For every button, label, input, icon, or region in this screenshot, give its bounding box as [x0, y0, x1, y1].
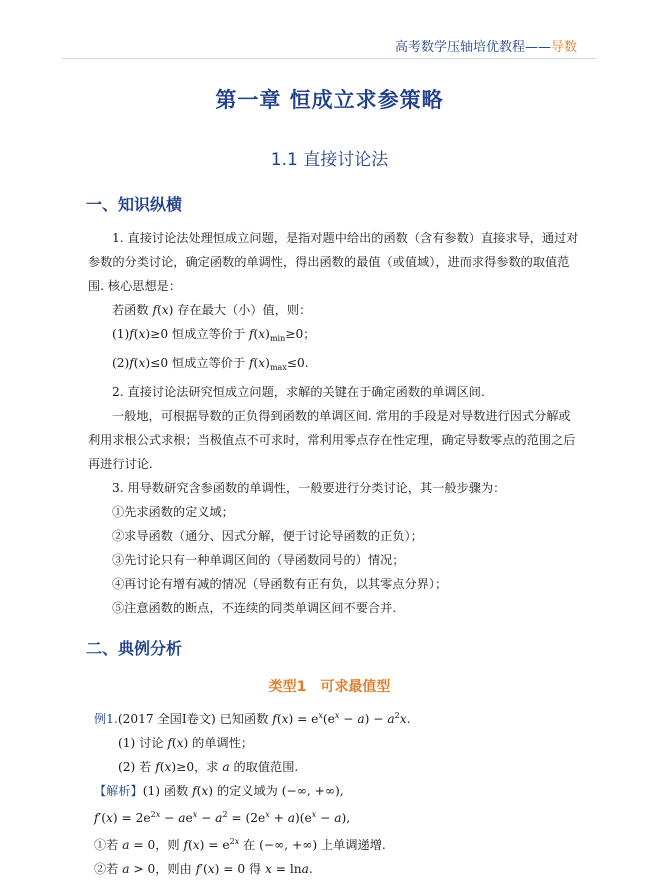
step-3: ③先讨论只有一种单调区间的（导函数同号的）情况； — [112, 553, 405, 567]
rule-2: (2)f(x)≤0 恒成立等价于 $f(x)_{max}\le 0$. — [112, 356, 309, 372]
core-idea: 若函数 f(x) 存在最大（小）值，则： — [112, 303, 312, 317]
solution-label: 【解析】 — [94, 784, 143, 798]
step-4: ④再讨论有增有减的情况（导函数有正有负，以其零点分界）； — [112, 577, 448, 591]
running-header — [395, 36, 577, 55]
heading-examples: 二、典例分析 — [86, 639, 183, 658]
paragraph-2: 2. 直接讨论法研究恒成立问题，求解的关键在于确定函数的单调区间. — [112, 385, 485, 399]
header-title-accent: 导数 — [550, 40, 577, 55]
question-1: (1) 讨论 f(x) 的单调性； — [118, 736, 254, 750]
example-statement: 例1.(2017 全国Ⅰ卷文) 已知函数 $f(x) = e^x(e^x - a) - a^2x$. — [94, 711, 411, 726]
header-title-main: 高考数学压轴培优教程—— — [394, 40, 551, 55]
solution-line-2: $f'(x) = 2e^{2x} - ae^x - a^2 = (2e^x + a)(e^x - a)$, — [94, 810, 351, 825]
knowledge-body — [88, 226, 580, 620]
step-2: ②求导函数（通分、因式分解，便于讨论导函数的正负）； — [112, 529, 423, 543]
question-2: (2) 若 f(x)≥0，求 a 的取值范围. — [118, 760, 299, 774]
heading-knowledge: 一、知识纵横 — [86, 195, 183, 214]
example-1 — [94, 704, 586, 881]
paragraph-4: 3. 用导数研究含参函数的单调性，一般要进行分类讨论，其一般步骤为： — [112, 481, 506, 495]
paragraph-1: 1. 直接讨论法处理恒成立问题，是指对题中给出的函数（含有参数）直接求导，通过对参数的分类讨论，确定函数的单调性，得出函数的最值（或值域），进而求得参数的取值范围. 核心思想是： — [88, 231, 579, 293]
paragraph-3: 一般地，可根据导数的正负得到函数的单调区间. 常用的手段是对导数进行因式分解或利用求根公式求根；当极值点不可求时，常利用零点存在性定理，确定导数零点的范围之后再进行讨论. — [88, 409, 576, 471]
section-title: 1.1 直接讨论法 — [270, 150, 389, 170]
rule-1: (1)f(x)≥0 恒成立等价于 $f(x)_{min}\ge 0$； — [112, 327, 316, 343]
chapter-title: 第一章 恒成立求参策略 — [215, 88, 444, 112]
solution-line-4: ②若 a > 0，则由 f′(x) = 0 得 x = lna. — [94, 862, 313, 876]
solution-line-1: 【解析】(1) 函数 f(x) 的定义域为 (−∞, +∞), — [94, 784, 344, 798]
step-1: ①先求函数的定义域； — [112, 505, 234, 519]
solution-line-3: ①若 a = 0，则 $f(x) = e^{2x}$ 在 (−∞, +∞) 上单调递增. — [94, 837, 386, 852]
header-divider — [62, 58, 597, 59]
step-5: ⑤注意函数的断点，不连续的同类单调区间不要合并. — [112, 601, 397, 615]
type-title: 类型1 可求最值型 — [268, 679, 391, 695]
example-label: 例1. — [94, 712, 118, 726]
